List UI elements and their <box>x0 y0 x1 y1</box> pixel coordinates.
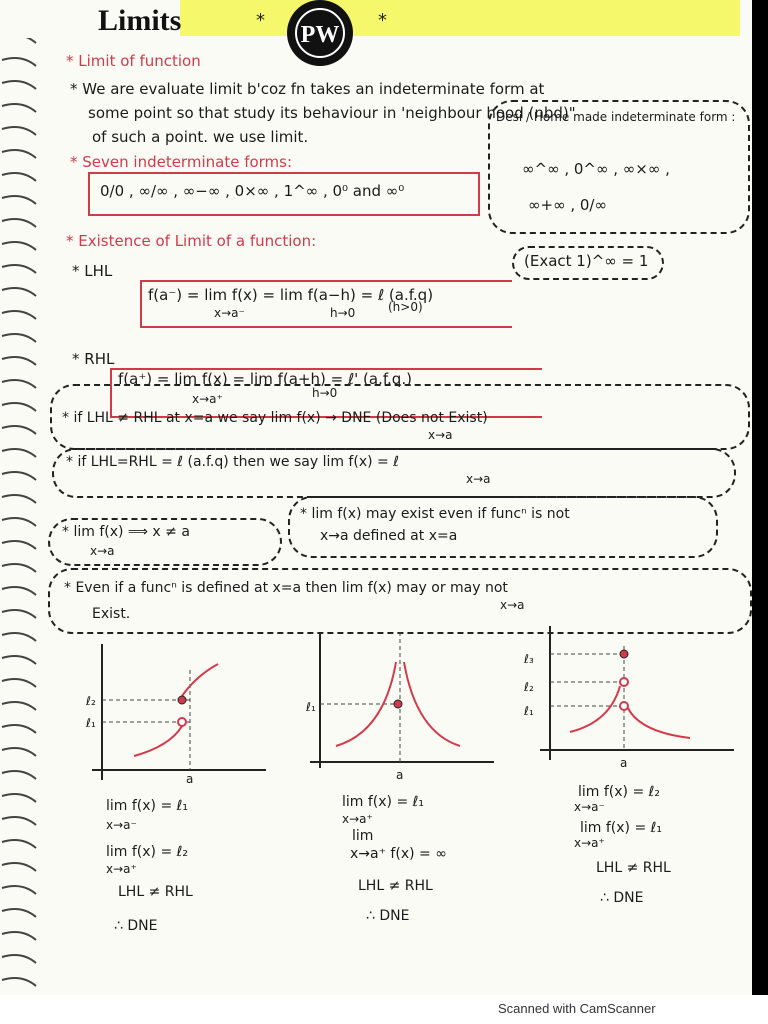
graph1-cap-1: lim f(x) = ℓ₁ <box>106 798 189 814</box>
spiral-ring <box>2 495 36 503</box>
star-mark: * <box>378 10 387 31</box>
graph3-cap-1: lim f(x) = ℓ₂ <box>578 784 661 800</box>
spiral-ring <box>2 978 36 986</box>
graph1-cap-4: x→a⁺ <box>106 862 137 876</box>
lhl-sub-x: x→a⁻ <box>214 306 245 320</box>
graph-infinite <box>300 628 500 778</box>
spiral-ring <box>2 104 36 112</box>
spiral-ring <box>2 127 36 135</box>
section-seven-forms: * Seven indeterminate forms: <box>70 153 293 171</box>
spiral-binding <box>0 0 40 995</box>
graph3-cap-2: x→a⁻ <box>574 800 605 814</box>
graph3-l3: ℓ₃ <box>524 652 534 666</box>
logo-text: PW <box>300 22 340 48</box>
graph-removable <box>530 622 740 772</box>
graph2-l1: ℓ₁ <box>306 700 316 714</box>
spiral-ring <box>2 242 36 250</box>
spiral-ring <box>2 81 36 89</box>
spiral-ring <box>2 610 36 618</box>
section-existence: * Existence of Limit of a function: <box>66 232 317 250</box>
undefined-line-2: x→a defined at x=a <box>320 528 458 544</box>
spiral-ring <box>2 219 36 227</box>
graph2-cap-6: ∴ DNE <box>366 908 410 924</box>
lhl-formula: f(a⁻) = lim f(x) = lim f(a−h) = ℓ (a.f.q) <box>148 286 434 304</box>
graph3-l1: ℓ₁ <box>524 704 534 718</box>
spiral-ring <box>2 725 36 733</box>
intro-line-1: * We are evaluate limit b'coz fn takes an indeterminate form at <box>70 80 545 98</box>
spiral-ring <box>2 472 36 480</box>
graph1-cap-5: LHL ≠ RHL <box>118 884 193 900</box>
spiral-ring <box>2 196 36 204</box>
homemade-title: Desi / Home made indeterminate form : <box>496 110 736 124</box>
spiral-ring <box>2 173 36 181</box>
lhl-sub-h: h→0 <box>330 306 356 320</box>
spiral-ring <box>2 334 36 342</box>
graph3-cap-4: x→a⁺ <box>574 836 605 850</box>
spiral-ring <box>2 679 36 687</box>
undefined-line-1: * lim f(x) may exist even if funcⁿ is not <box>300 506 570 522</box>
graph2-cap-5: LHL ≠ RHL <box>358 878 433 894</box>
spiral-ring <box>2 656 36 664</box>
graph-jump <box>78 640 278 790</box>
spiral-ring <box>2 863 36 871</box>
spiral-ring <box>2 771 36 779</box>
spiral-ring <box>2 265 36 273</box>
spiral-ring <box>2 426 36 434</box>
graph3-cap-3: lim f(x) = ℓ₁ <box>580 820 663 836</box>
graph1-l1: ℓ₁ <box>86 716 96 730</box>
spiral-ring <box>2 564 36 572</box>
page-title: Limits <box>98 4 182 37</box>
spiral-ring <box>2 909 36 917</box>
x-not-a-text: * lim f(x) ⟹ x ≠ a <box>62 524 190 540</box>
homemade-line-2: ∞+∞ , 0/∞ <box>528 196 607 214</box>
spiral-ring <box>2 955 36 963</box>
dne-sub: x→a <box>428 428 453 442</box>
defined-line-1: * Even if a funcⁿ is defined at x=a then lim f(x) may or may not <box>64 580 508 596</box>
spiral-ring <box>2 150 36 158</box>
limit-exists-text: * if LHL=RHL = ℓ (a.f.q) then we say lim f(x) = ℓ <box>66 454 399 470</box>
graph2-cap-4: x→a⁺ f(x) = ∞ <box>350 846 447 862</box>
spiral-ring <box>2 702 36 710</box>
spiral-ring <box>2 541 36 549</box>
pw-logo <box>287 0 353 66</box>
graph3-cap-5: LHL ≠ RHL <box>596 860 671 876</box>
spiral-ring <box>2 449 36 457</box>
intro-line-2: some point so that study its behaviour in 'neighbour hood (nbd)" <box>88 104 576 122</box>
defined-sub: x→a <box>500 598 525 612</box>
graph2-cap-3: lim <box>352 828 374 844</box>
star-mark: * <box>256 10 265 31</box>
lhl-label: * LHL <box>72 262 113 280</box>
lhl-sub-hpos: (h>0) <box>388 300 423 314</box>
spiral-ring <box>2 380 36 388</box>
x-not-a-sub: x→a <box>90 544 115 558</box>
defined-line-2: Exist. <box>92 606 131 622</box>
spiral-ring <box>2 518 36 526</box>
spiral-ring <box>2 748 36 756</box>
header-bar <box>0 0 752 48</box>
graph2-cap-1: lim f(x) = ℓ₁ <box>342 794 425 810</box>
rhl-sub-x: x→a⁺ <box>192 392 223 406</box>
graph1-cap-6: ∴ DNE <box>114 918 158 934</box>
graph3-cap-6: ∴ DNE <box>600 890 644 906</box>
graph1-a: a <box>186 772 194 786</box>
scanner-footer <box>0 995 768 1024</box>
scanner-watermark: Scanned with CamScanner <box>498 1001 656 1016</box>
graph1-cap-3: lim f(x) = ℓ₂ <box>106 844 189 860</box>
spiral-ring <box>2 817 36 825</box>
spiral-ring <box>2 840 36 848</box>
spiral-ring <box>2 932 36 940</box>
spiral-ring <box>2 587 36 595</box>
dne-text: * if LHL ≠ RHL at x=a we say lim f(x) → DNE (Does not Exist) <box>62 410 488 426</box>
exact-note: (Exact 1)^∞ = 1 <box>524 252 649 270</box>
rhl-formula: f(a⁺) = lim f(x) = lim f(a+h) = ℓ' (a.f.q.) <box>118 370 412 388</box>
graph1-cap-2: x→a⁻ <box>106 818 137 832</box>
rhl-label: * RHL <box>72 350 115 368</box>
spiral-ring <box>2 886 36 894</box>
graph2-a: a <box>396 768 404 782</box>
graph3-l2: ℓ₂ <box>524 680 534 694</box>
spiral-ring <box>2 357 36 365</box>
spiral-ring <box>2 288 36 296</box>
spiral-ring <box>2 311 36 319</box>
forms-list: 0/0 , ∞/∞ , ∞−∞ , 0×∞ , 1^∞ , 0⁰ and ∞⁰ <box>100 182 405 200</box>
graph1-l2: ℓ₂ <box>86 694 96 708</box>
intro-line-3: of such a point. we use limit. <box>92 128 309 146</box>
section-limit-of-function: * Limit of function <box>66 52 201 70</box>
graph3-a: a <box>620 756 628 770</box>
spiral-ring <box>2 403 36 411</box>
homemade-line-1: ∞^∞ , 0^∞ , ∞×∞ , <box>522 160 670 178</box>
limit-exists-sub: x→a <box>466 472 491 486</box>
rhl-sub-h: h→0 <box>312 386 338 400</box>
spiral-ring <box>2 794 36 802</box>
graph2-cap-2: x→a⁺ <box>342 812 373 826</box>
spiral-ring <box>2 633 36 641</box>
spiral-ring <box>2 58 36 66</box>
